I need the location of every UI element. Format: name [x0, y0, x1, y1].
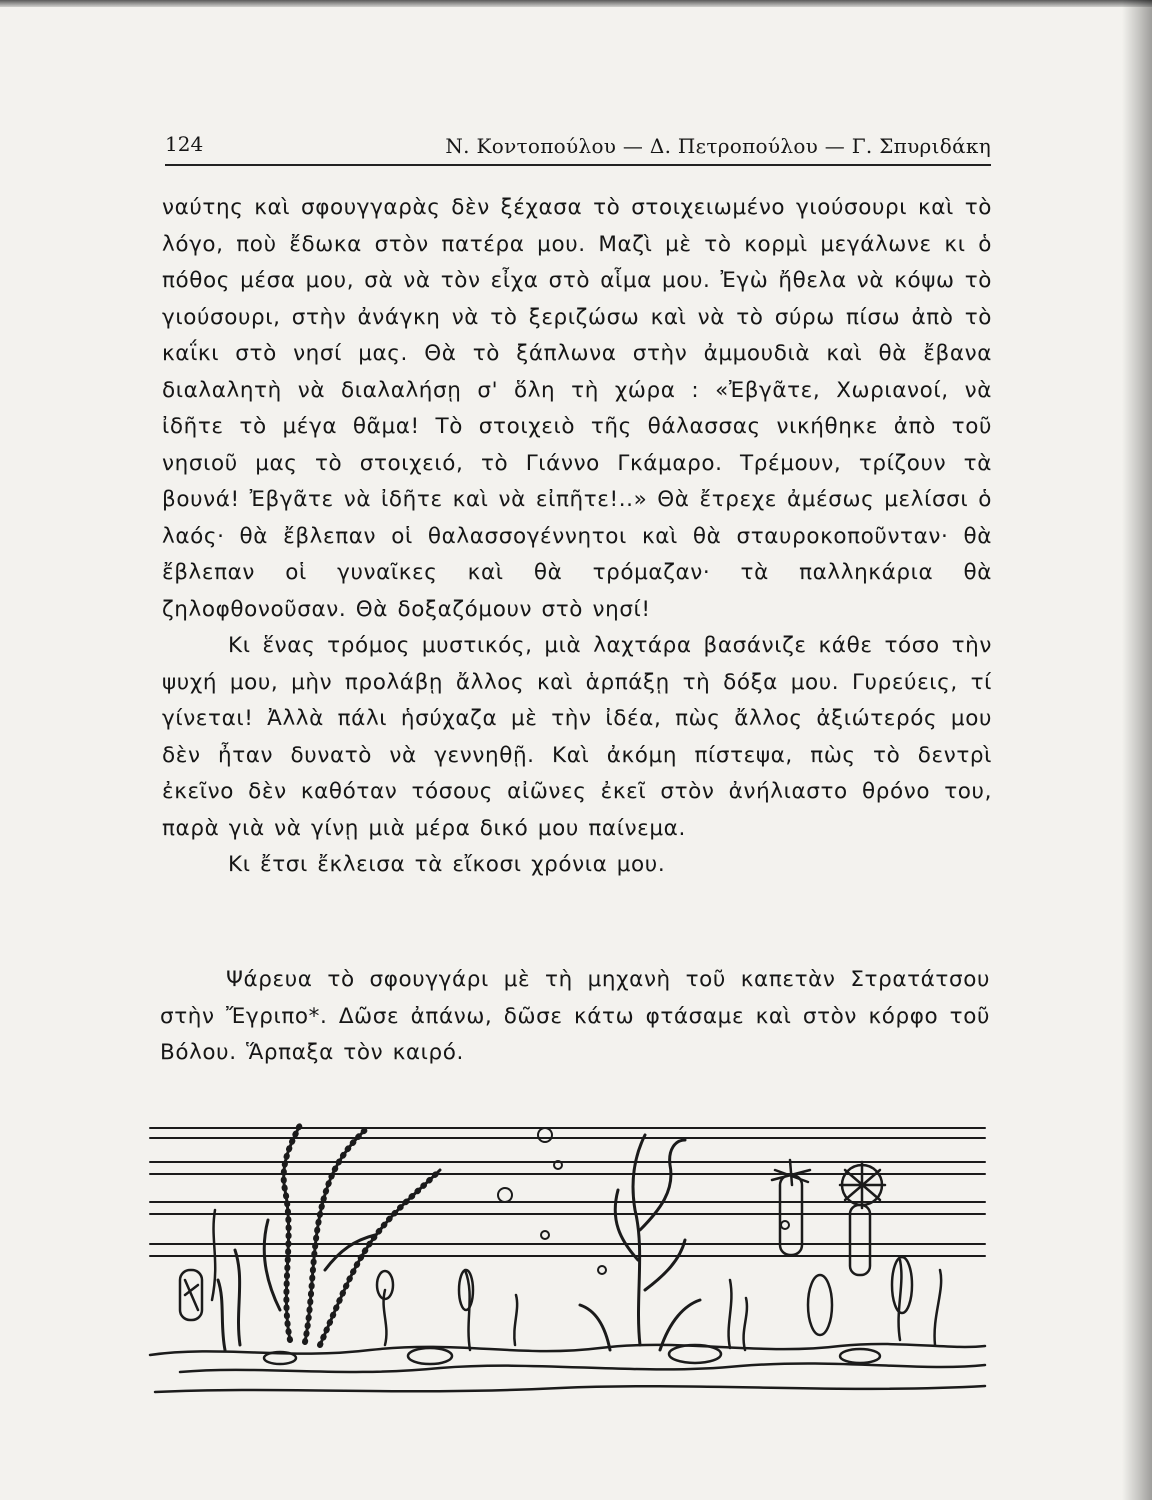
seabed	[150, 1344, 985, 1392]
paragraph-2: Κι ἕνας τρόμος μυστικός, μιὰ λαχτάρα βασάνιζε κάθε τόσο τὴν ψυχή μου, μὴν προλάβῃ ἄλλος καὶ ἁρπάξῃ τὴ δόξα μου. Γυρεύεις, τί γίνεται! Ἀλλὰ πάλι ἡσύχαζα μὲ τὴν ἰδέα, πὼς ἄλλος ἀξιώτερός μου δὲν ἦταν δυνατὸ νὰ γεννηθῇ. Καὶ ἀκόμη πίστεψα, πὼς τὸ δεντρὶ ἐκεῖνο δὲν καθόταν τόσους αἰῶνες ἐκεῖ στὸν ἀνήλιαστο θρόνο του, παρὰ γιὰ νὰ γίνῃ μιὰ μέρα δικό μου παίνεμα.	[162, 633, 992, 841]
seaweed-middle	[459, 1270, 747, 1350]
paragraph-1: ναύτης καὶ σφουγγαρὰς δὲν ξέχασα τὸ στοιχειωμένο γιούσουρι καὶ τὸ λόγο, ποὺ ἔδωκα στὸν πατέρα μου. Μαζὶ μὲ τὸ κορμὶ μεγάλωνε κι ὁ πόθος μέσα μου, σὰ νὰ τὸν εἶχα στὸ αἷμα μου. Ἐγὼ ἤθελα νὰ κόψω τὸ γιούσουρι, στὴν ἀνάγκη νὰ τὸ ξεριζώσω καὶ νὰ τὸ σύρω πίσω ἀπὸ τὸ καΐκι στὸ νησί μας. Θὰ τὸ ξάπλωνα στὴν ἀμμουδιὰ καὶ θὰ ἔβανα διαλαλητὴ νὰ διαλαλήσῃ σ' ὅλη τὴ χώρα : «Ἐβγᾶτε, Χωριανοί, νὰ ἰδῆτε τὸ μέγα θᾶμα! Τὸ στοιχειὸ τῆς θάλασσας νικήθηκε ἀπὸ τοῦ νησιοῦ μας τὸ στοιχειό, τὸ Γιάννο Γκάμαρο. Τρέμουν, τρίζουν τὰ βουνά! Ἐβγᾶτε νὰ ἰδῆτε καὶ νὰ εἰπῆτε!..» Θὰ ἔτρεχε ἀμέσως μελίσσι ὁ λαός· θὰ ἔβλεπαν οἱ θαλασσογέννητοι καὶ θὰ σταυροκοποῦνταν· θὰ ἔβλεπαν οἱ γυναῖκες καὶ θὰ τρόμαζαν· τὰ παλληκάρια θὰ ζηλοφθονοῦσαν. Θὰ δοξαζόμουν στὸ νησί!	[162, 195, 992, 622]
anemones-right	[772, 1160, 941, 1345]
section-text	[160, 962, 990, 1072]
seaweed-dots	[284, 1125, 440, 1345]
page-edge	[0, 0, 1152, 7]
body-text	[162, 190, 992, 884]
page-number: 124	[165, 132, 204, 156]
seabed-illustration	[140, 1110, 1000, 1420]
page-header	[165, 128, 991, 166]
seaweed-left	[218, 1125, 440, 1350]
coral-center	[580, 1135, 700, 1350]
binding-shadow	[1122, 0, 1152, 1500]
section-paragraph: Ψάρευα τὸ σφουγγάρι μὲ τὴ μηχανὴ τοῦ καπετὰν Στρατάτσου στὴν Ἔγριπο*. Δῶσε ἀπάνω, δῶσε κάτω φτάσαμε καὶ στὸν κόρφο τοῦ Βόλου. Ἅρπαξα τὸν καιρό.	[160, 967, 990, 1065]
water-lines	[150, 1128, 985, 1256]
paragraph-3: Κι ἔτσι ἔκλεισα τὰ εἴκοσι χρόνια μου.	[228, 852, 666, 877]
running-head: Ν. Κοντοπούλου — Δ. Πετροπούλου — Γ. Σπυριδάκη	[445, 134, 991, 158]
